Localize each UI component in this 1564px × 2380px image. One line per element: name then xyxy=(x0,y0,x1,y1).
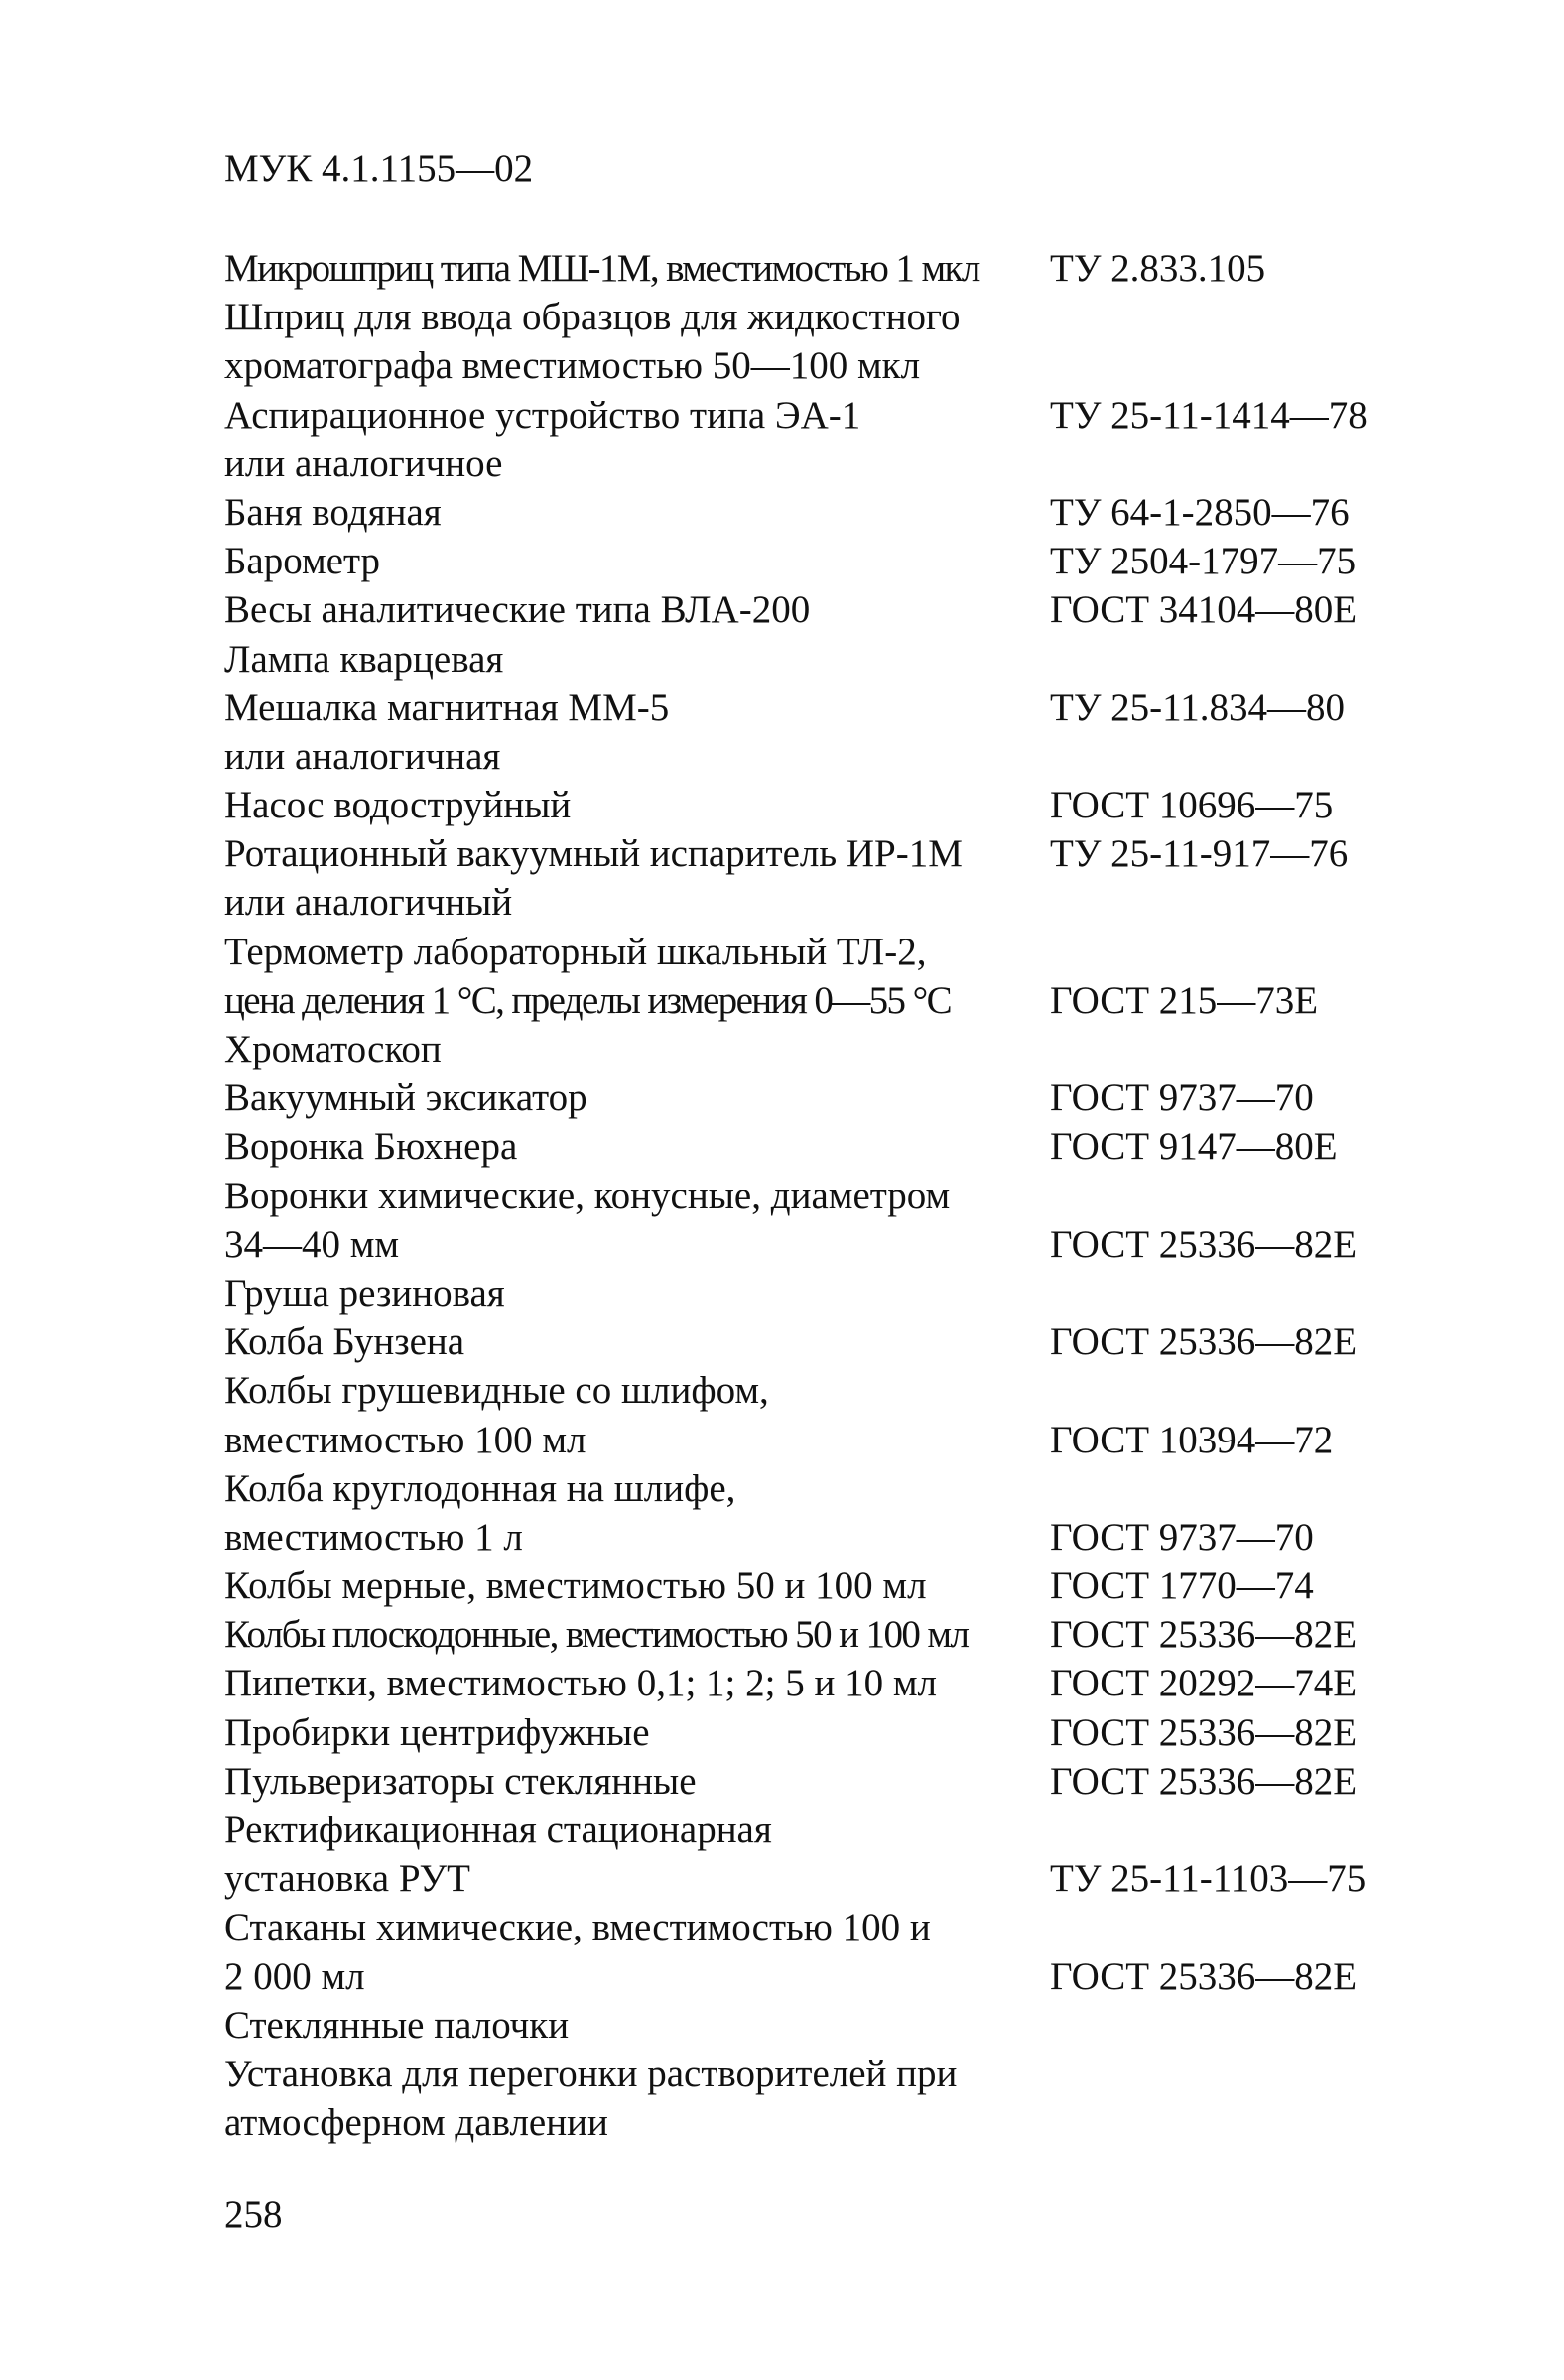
item-name: атмосферном давлении xyxy=(224,2101,608,2145)
item-name: Термометр лабораторный шкальный ТЛ-2, xyxy=(224,930,927,973)
item-standard: ГОСТ 9147—80Е xyxy=(1050,1125,1338,1169)
list-item xyxy=(224,1269,1415,1317)
item-name: вместимостью 100 мл xyxy=(224,1418,586,1461)
item-name: Колбы плоскодонные, вместимостью 50 и 100 мл xyxy=(224,1613,969,1657)
item-name: Колба Бунзена xyxy=(224,1320,465,1364)
item-name: Колбы мерные, вместимостью 50 и 100 мл xyxy=(224,1565,927,1608)
page-number: 258 xyxy=(224,2193,283,2236)
list-item xyxy=(224,1952,1415,2001)
list-item xyxy=(224,488,1415,537)
item-name: Баня водяная xyxy=(224,490,442,534)
item-name: установка РУТ xyxy=(224,1857,470,1901)
item-standard: ГОСТ 25336—82Е xyxy=(1050,1954,1358,1998)
item-name: Стеклянные палочки xyxy=(224,2003,570,2047)
item-standard: ТУ 25-11-917—76 xyxy=(1050,832,1349,876)
item-name: цена деления 1 °С, пределы измерения 0—55 °С xyxy=(224,978,951,1022)
list-item xyxy=(224,635,1415,684)
item-name: Микрошприц типа МШ-1М, вместимостью 1 мкл xyxy=(224,247,979,290)
list-item xyxy=(224,1366,1415,1415)
item-name: 2 000 мл xyxy=(224,1954,365,1998)
item-name: Ректификационная стационарная xyxy=(224,1809,772,1851)
item-name: Колбы грушевидные со шлифом, xyxy=(224,1369,769,1413)
item-standard: ТУ 25-11.834—80 xyxy=(1050,686,1345,729)
item-standard: ГОСТ 34104—80Е xyxy=(1050,588,1358,632)
item-standard: ГОСТ 25336—82Е xyxy=(1050,1710,1358,1754)
list-item xyxy=(224,878,1415,927)
item-name: хроматографа вместимостью 50—100 мкл xyxy=(224,344,921,388)
list-item xyxy=(224,1903,1415,1951)
item-name: Колба круглодонная на шлифе, xyxy=(224,1466,736,1510)
list-item xyxy=(224,293,1415,341)
item-standard: ГОСТ 1770—74 xyxy=(1050,1565,1314,1608)
item-name: Пульверизаторы стеклянные xyxy=(224,1759,697,1803)
item-standard: ТУ 64-1-2850—76 xyxy=(1050,490,1350,534)
list-item xyxy=(224,341,1415,390)
list-item xyxy=(224,1122,1415,1171)
item-name: или аналогичная xyxy=(224,734,501,778)
item-standard: ГОСТ 10696—75 xyxy=(1050,784,1334,827)
list-item xyxy=(224,928,1415,976)
list-item xyxy=(224,1757,1415,1806)
item-standard: ГОСТ 25336—82Е xyxy=(1050,1759,1358,1803)
list-item xyxy=(224,976,1415,1025)
list-item xyxy=(224,1416,1415,1464)
item-standard: ТУ 25-11-1103—75 xyxy=(1050,1857,1367,1901)
list-item xyxy=(224,1073,1415,1122)
list-item xyxy=(224,684,1415,732)
item-name: Вакуумный эксикатор xyxy=(224,1076,587,1120)
list-item xyxy=(224,1317,1415,1366)
list-item xyxy=(224,1806,1415,1854)
equipment-list xyxy=(224,244,1415,2147)
item-name: Хроматоскоп xyxy=(224,1028,442,1070)
list-item xyxy=(224,2050,1415,2098)
item-name: Стаканы химические, вместимостью 100 и xyxy=(224,1906,931,1949)
list-item xyxy=(224,1172,1415,1220)
item-name: Лампа кварцевая xyxy=(224,637,504,681)
item-standard: ГОСТ 10394—72 xyxy=(1050,1418,1334,1461)
list-item xyxy=(224,781,1415,829)
item-name: Барометр xyxy=(224,540,380,583)
item-standard: ГОСТ 215—73Е xyxy=(1050,978,1319,1022)
item-standard: ГОСТ 9737—70 xyxy=(1050,1515,1314,1559)
item-name: Воронки химические, конусные, диаметром xyxy=(224,1174,951,1217)
item-standard: ГОСТ 25336—82Е xyxy=(1050,1222,1358,1266)
item-name: Ротационный вакуумный испаритель ИР-1М xyxy=(224,832,963,876)
item-name: Груша резиновая xyxy=(224,1271,505,1315)
item-standard: ГОСТ 20292—74Е xyxy=(1050,1662,1358,1705)
item-name: Воронка Бюхнера xyxy=(224,1125,518,1169)
item-name: Весы аналитические типа ВЛА-200 xyxy=(224,588,811,632)
item-name: Аспирационное устройство типа ЭА-1 xyxy=(224,393,861,437)
list-item xyxy=(224,1854,1415,1903)
item-name: Мешалка магнитная ММ-5 xyxy=(224,686,670,729)
item-standard: ГОСТ 25336—82Е xyxy=(1050,1320,1358,1364)
item-name: 34—40 мм xyxy=(224,1222,400,1266)
list-item xyxy=(224,2098,1415,2147)
item-name: Установка для перегонки растворителей при xyxy=(224,2052,958,2095)
item-standard: ТУ 2.833.105 xyxy=(1050,247,1266,290)
item-standard: ТУ 25-11-1414—78 xyxy=(1050,393,1368,437)
item-name: Насос водоструйный xyxy=(224,784,572,827)
item-name: Пипетки, вместимостью 0,1; 1; 2; 5 и 10 мл xyxy=(224,1662,937,1705)
list-item xyxy=(224,1464,1415,1513)
list-item xyxy=(224,1220,1415,1269)
list-item xyxy=(224,1659,1415,1707)
item-standard: ТУ 2504-1797—75 xyxy=(1050,540,1357,583)
list-item xyxy=(224,1025,1415,1073)
list-item xyxy=(224,537,1415,585)
list-item xyxy=(224,244,1415,293)
list-item xyxy=(224,585,1415,634)
list-item xyxy=(224,439,1415,488)
item-name: Пробирки центрифужные xyxy=(224,1710,650,1754)
list-item xyxy=(224,829,1415,878)
list-item xyxy=(224,391,1415,439)
item-standard: ГОСТ 9737—70 xyxy=(1050,1076,1314,1120)
item-standard: ГОСТ 25336—82Е xyxy=(1050,1613,1358,1657)
list-item xyxy=(224,732,1415,781)
item-name: или аналогичное xyxy=(224,441,503,485)
item-name: вместимостью 1 л xyxy=(224,1515,523,1559)
list-item xyxy=(224,1562,1415,1610)
list-item xyxy=(224,1610,1415,1659)
page-header: МУК 4.1.1155—02 xyxy=(224,147,534,189)
item-name: или аналогичный xyxy=(224,881,513,925)
list-item xyxy=(224,2001,1415,2050)
item-name: Шприц для ввода образцов для жидкостного xyxy=(224,296,961,339)
list-item xyxy=(224,1513,1415,1562)
list-item xyxy=(224,1708,1415,1757)
